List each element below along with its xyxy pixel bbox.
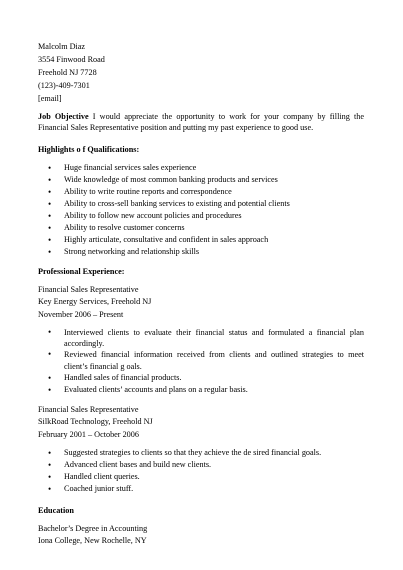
list-item: • Ability to write routine reports and correspondence — [38, 186, 364, 198]
qualifications-heading: Highlights o f Qualifications: — [38, 144, 140, 154]
list-item: • Ability to cross-sell banking services to existing and potential clients — [38, 198, 364, 210]
job-objective-label: Job Objective — [38, 112, 89, 121]
job-company: Key Energy Services, Freehold NJ — [38, 297, 152, 307]
experience-heading: Professional Experience: — [38, 266, 125, 276]
job-entry — [38, 404, 403, 495]
list-item: • Ability to resolve customer concerns — [38, 222, 364, 234]
list-item: • Reviewed financial information received from clients and outlined strategies to meet client’s financial g oals. — [38, 349, 364, 371]
list-item: • Wide knowledge of most common banking products and services — [38, 174, 364, 186]
contact-address: 3554 Finwood Road — [38, 55, 105, 64]
contact-city: Freehold NJ 7728 — [38, 68, 97, 77]
contact-phone: (123)-409-7301 — [38, 81, 90, 90]
list-item: • Strong networking and relationship skills — [38, 246, 364, 258]
list-item: • Ability to follow new account policies and procedures — [38, 210, 364, 222]
list-item: • Interviewed clients to evaluate their financial status and formulated a financial plan accordingly. — [38, 327, 364, 349]
list-item: • Handled sales of financial products. — [38, 372, 364, 384]
job-dates: February 2001 – October 2006 — [38, 429, 139, 439]
list-item: • Handled client queries. — [38, 471, 364, 483]
education-heading: Education — [38, 506, 74, 516]
job-entry — [38, 284, 403, 396]
list-item: • Highly articulate, consultative and confident in sales approach — [38, 234, 364, 246]
education-degree: Bachelor’s Degree in Accounting — [38, 524, 148, 534]
job-title: Financial Sales Representative — [38, 404, 139, 414]
list-item: • Suggested strategies to clients so that they achieve the de sired financial goals. — [38, 447, 364, 459]
qualifications-list — [38, 162, 403, 258]
job-title: Financial Sales Representative — [38, 284, 139, 294]
contact-name: Malcolm Diaz — [38, 42, 86, 51]
job-objective-text: I would appreciate the opportunity to work for your company by filling the Financial Sales Representative position and putting my past experience to good use. — [38, 112, 364, 133]
education-school: Iona College, New Rochelle, NY — [38, 536, 147, 546]
job-objective — [38, 111, 364, 134]
list-item: • Evaluated clients’ accounts and plans on a regular basis. — [38, 384, 364, 396]
job-duties-list — [38, 327, 403, 396]
contact-block — [38, 40, 403, 105]
job-dates: November 2006 – Present — [38, 309, 124, 319]
contact-email: [email] — [38, 94, 62, 103]
list-item: • Coached junior stuff. — [38, 483, 364, 495]
job-company: SilkRoad Technology, Freehold NJ — [38, 417, 153, 427]
list-item: • Huge financial services sales experience — [38, 162, 364, 174]
job-duties-list — [38, 447, 403, 495]
list-item: • Advanced client bases and build new clients. — [38, 459, 364, 471]
